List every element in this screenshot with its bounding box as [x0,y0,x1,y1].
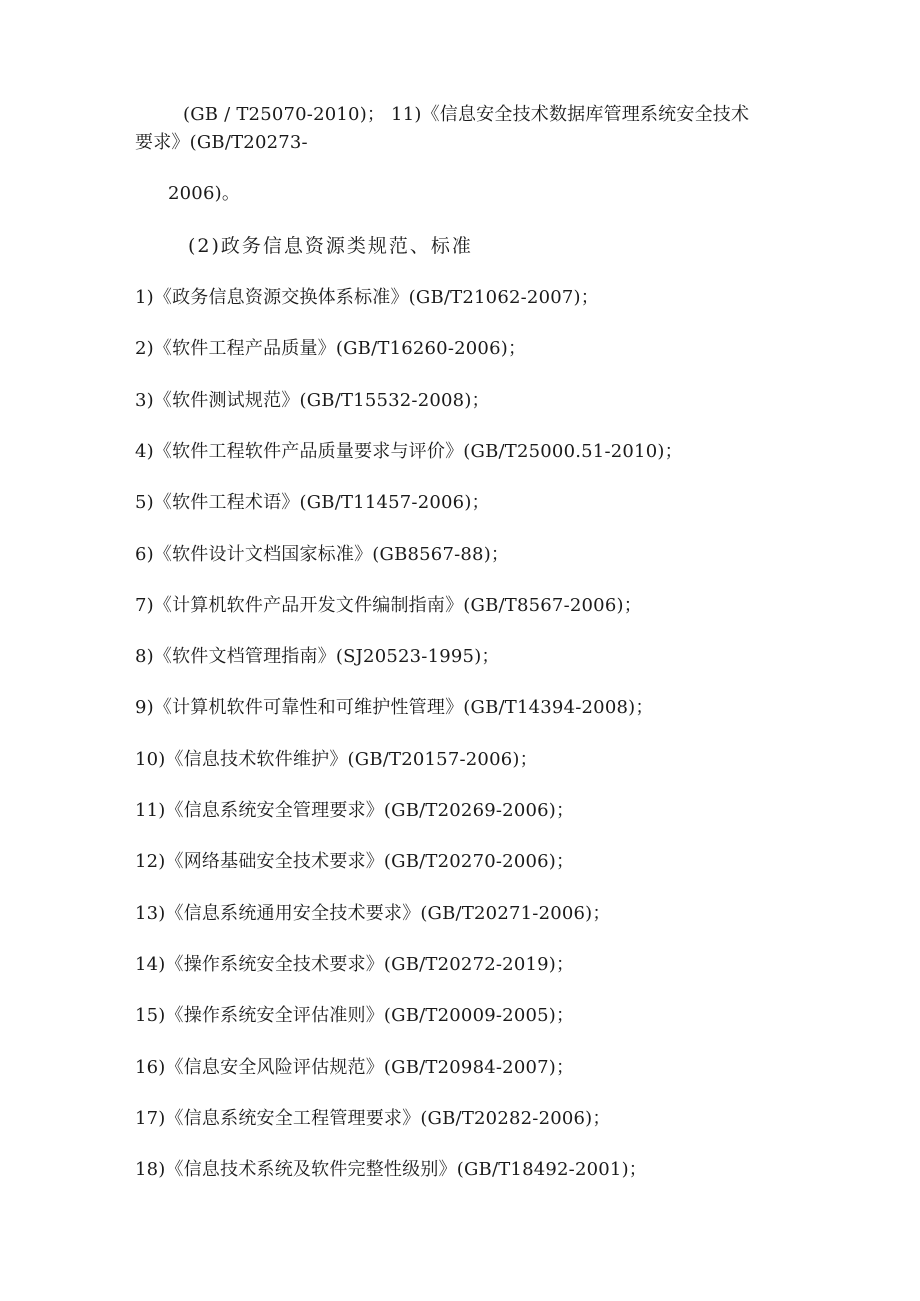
continuation-line-1: (GB / T25070-2010)； 11)《信息安全技术数据库管理系统安全技术 [183,104,750,125]
list-item: 12)《网络基础安全技术要求》(GB/T20270-2006)； [135,851,575,872]
list-item: 13)《信息系统通用安全技术要求》(GB/T20271-2006)； [135,903,611,924]
list-item: 7)《计算机软件产品开发文件编制指南》(GB/T8567-2006)； [135,595,642,616]
list-item: 2)《软件工程产品质量》(GB/T16260-2006)； [135,338,527,359]
list-item: 18)《信息技术系统及软件完整性级别》(GB/T18492-2001)； [135,1159,647,1180]
list-item: 5)《软件工程术语》(GB/T11457-2006)； [135,492,490,513]
list-item: 17)《信息系统安全工程管理要求》(GB/T20282-2006)； [135,1108,611,1129]
list-item: 15)《操作系统安全评估准则》(GB/T20009-2005)； [135,1005,575,1026]
list-item: 14)《操作系统安全技术要求》(GB/T20272-2019)； [135,954,575,975]
section-heading: (2)政务信息资源类规范、标准 [188,235,473,257]
continuation-line-2: 要求》(GB/T20273- [135,132,308,153]
list-item: 16)《信息安全风险评估规范》(GB/T20984-2007)； [135,1057,575,1078]
list-item: 10)《信息技术软件维护》(GB/T20157-2006)； [135,749,538,770]
list-item: 9)《计算机软件可靠性和可维护性管理》(GB/T14394-2008)； [135,697,654,718]
list-item: 11)《信息系统安全管理要求》(GB/T20269-2006)； [135,800,575,821]
list-item: 1)《政务信息资源交换体系标准》(GB/T21062-2007)； [135,287,599,308]
list-item: 4)《软件工程软件产品质量要求与评价》(GB/T25000.51-2010)； [135,441,683,462]
list-item: 3)《软件测试规范》(GB/T15532-2008)； [135,390,490,411]
list-item: 6)《软件设计文档国家标准》(GB8567-88)； [135,544,510,565]
continuation-line-3: 2006)。 [168,183,241,204]
list-item: 8)《软件文档管理指南》(SJ20523-1995)； [135,646,500,667]
